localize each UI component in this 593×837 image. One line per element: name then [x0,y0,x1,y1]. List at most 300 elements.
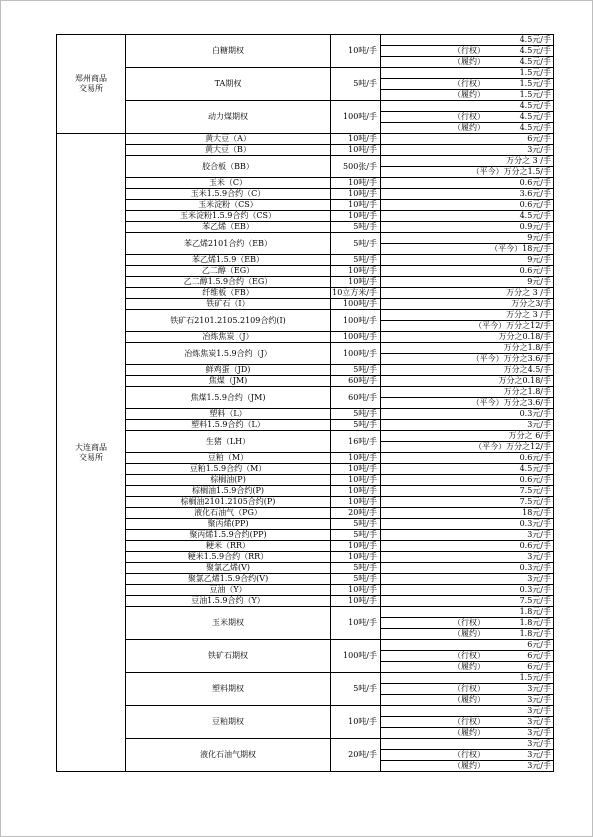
fee-amount: 4.5元/手 [519,35,551,44]
product-name: 鲜鸡蛋（JD) [126,365,331,376]
product-name: 玉米1.5.9合约（C） [126,189,331,200]
fee-line [381,431,553,441]
fee-line [381,134,553,144]
fee-cell [381,189,554,200]
fee-tag: （行权） [453,79,485,88]
fee-cell [381,244,554,255]
table-row [57,310,554,321]
fee-amount: 6元/手 [527,134,551,143]
table-row [57,530,554,541]
table-row [57,68,554,79]
contract-unit: 10吨/手 [331,497,381,508]
fee-amount: 4.5元/手 [519,101,551,110]
fee-line [381,761,553,771]
fee-line [381,728,553,738]
fee-amount: 3元/手 [527,552,551,561]
contract-unit: 10吨/手 [331,453,381,464]
table-row [57,255,554,266]
fee-amount: 3.6元/手 [519,189,551,198]
fee-cell [381,101,554,112]
fee-tag: （行权） [453,46,485,55]
table-row [57,552,554,563]
table-row [57,387,554,398]
contract-unit: 5吨/手 [331,574,381,585]
fee-amount: 4.5元/手 [519,464,551,473]
fee-cell [381,365,554,376]
fee-cell [381,145,554,156]
contract-unit: 10吨/手 [331,189,381,200]
fee-cell [381,255,554,266]
fee-amount: （平今）万分之3.6/手 [471,398,551,407]
product-name: 豆油（Y） [126,585,331,596]
fee-line [381,717,553,727]
contract-unit: 100吨/手 [331,310,381,332]
fee-line [381,321,553,331]
fee-tag: （行权） [453,618,485,627]
product-name: 豆粕（M） [126,453,331,464]
product-name: 焦煤1.5.9合约（JM) [126,387,331,409]
product-name: 聚氯乙烯1.5.9合约(V) [126,574,331,585]
fee-cell [381,596,554,607]
contract-unit: 100吨/手 [331,101,381,134]
fee-amount: 3元/手 [527,706,551,715]
table-row [57,101,554,112]
fee-line [381,530,553,540]
fee-cell [381,508,554,519]
contract-unit: 10吨/手 [331,134,381,145]
fee-line [381,398,553,408]
fee-line [381,123,553,133]
fee-line [381,112,553,122]
fee-cell [381,46,554,57]
fee-amount: （平今）万分之3.6/手 [471,354,551,363]
fee-cell [381,167,554,178]
fee-amount: 6元/手 [527,640,551,649]
fee-tag: （行权） [453,112,485,121]
table-row [57,145,554,156]
fee-line [381,442,553,452]
fee-amount: 1.8元/手 [519,629,551,638]
fee-cell [381,673,554,684]
contract-unit: 5吨/手 [331,222,381,233]
fee-line [381,607,553,617]
fee-amount: 万分之0.18/手 [498,376,551,385]
table-row [57,409,554,420]
contract-unit: 10吨/手 [331,486,381,497]
product-name: 乙二醇（EG） [126,266,331,277]
contract-unit: 5吨/手 [331,530,381,541]
fee-line [381,343,553,353]
fee-amount: 7.5元/手 [519,596,551,605]
fee-line [381,299,553,309]
table-row [57,541,554,552]
fee-line [381,497,553,507]
fee-line [381,486,553,496]
fee-amount: 1.8元/手 [519,618,551,627]
fee-cell [381,640,554,651]
fee-cell [381,277,554,288]
fee-cell [381,68,554,79]
fee-line [381,244,553,254]
fee-cell [381,90,554,101]
fee-line [381,277,553,287]
fee-line [381,211,553,221]
fee-amount: 3元/手 [527,145,551,154]
product-name: 纤维板（FB） [126,288,331,299]
fee-cell [381,739,554,750]
fee-amount: （平今）万分之1.5/手 [471,167,551,176]
fee-amount: 3元/手 [527,695,551,704]
fee-amount: 0.6元/手 [519,200,551,209]
fee-line [381,739,553,749]
fee-amount: 4.5元/手 [519,123,551,132]
fee-line [381,101,553,111]
fee-amount: 4.5元/手 [519,112,551,121]
fee-amount: 1.8元/手 [519,607,551,616]
fee-amount: 3元/手 [527,574,551,583]
table-row [57,607,554,618]
fee-amount: 3元/手 [527,728,551,737]
fee-amount: 万分之 3 /手 [506,288,551,297]
fee-amount: 万分之1.8/手 [503,387,551,396]
contract-unit: 10吨/手 [331,35,381,68]
fee-line [381,464,553,474]
fee-cell [381,662,554,673]
product-name: 棕榈油1.5.9合约(P) [126,486,331,497]
fee-amount: 18元/手 [522,508,551,517]
product-name: 粳米1.5.9合约（RR） [126,552,331,563]
fee-cell [381,453,554,464]
contract-unit: 20吨/手 [331,508,381,519]
product-name: 聚丙烯(PP) [126,519,331,530]
fee-amount: 1.5元/手 [519,90,551,99]
fee-line [381,662,553,672]
fee-cell [381,387,554,398]
product-name: 豆粕1.5.9合约（M） [126,464,331,475]
fee-amount: 4.5元/手 [519,57,551,66]
contract-unit: 5吨/手 [331,563,381,574]
fee-cell [381,464,554,475]
contract-unit: 5吨/手 [331,409,381,420]
product-name: 乙二醇1.5.9合约（EG） [126,277,331,288]
fee-cell [381,750,554,761]
fee-tag: （行权） [453,651,485,660]
product-name: 白糖期权 [126,35,331,68]
product-name: 玉米期权 [126,607,331,640]
exchange-cell: 大连商品 交易所 [57,134,126,772]
fee-cell [381,211,554,222]
product-name: 焦煤（JM) [126,376,331,387]
fee-cell [381,398,554,409]
fee-cell [381,134,554,145]
fee-cell [381,79,554,90]
product-name: 聚丙烯1.5.9合约(PP) [126,530,331,541]
table-row [57,640,554,651]
fee-line [381,145,553,155]
fee-line [381,409,553,419]
fee-cell [381,57,554,68]
table-row [57,156,554,167]
product-name: 冶炼焦炭1.5.9合约（J） [126,343,331,365]
contract-unit: 60吨/手 [331,387,381,409]
fee-line [381,475,553,485]
fee-cell [381,200,554,211]
fee-amount: 0.6元/手 [519,266,551,275]
fee-line [381,750,553,760]
table-row [57,574,554,585]
fee-amount: 4.5元/手 [519,211,551,220]
fee-tag: （履约） [453,57,485,66]
fee-line [381,46,553,56]
fee-tag: （履约） [453,90,485,99]
fee-amount: 万分之 6/手 [508,431,551,440]
table-row [57,508,554,519]
exchange-cell: 郑州商品 交易所 [57,35,126,134]
fee-cell [381,299,554,310]
table-row [57,673,554,684]
fee-cell [381,607,554,618]
table-row [57,431,554,442]
table-row [57,475,554,486]
fee-cell [381,486,554,497]
table-row [57,706,554,717]
product-name: 铁矿石期权 [126,640,331,673]
product-name: TA期权 [126,68,331,101]
fee-cell [381,541,554,552]
table-row [57,365,554,376]
fee-line [381,376,553,386]
fee-cell [381,530,554,541]
contract-unit: 10吨/手 [331,475,381,486]
fee-tag: （履约） [453,761,485,770]
fee-line [381,695,553,705]
contract-unit: 5吨/手 [331,420,381,431]
contract-unit: 10吨/手 [331,585,381,596]
contract-unit: 16吨/手 [331,431,381,453]
fee-tag: （行权） [453,717,485,726]
fee-line [381,596,553,606]
product-name: 玉米淀粉（CS） [126,200,331,211]
contract-unit: 60吨/手 [331,376,381,387]
product-name: 聚氯乙烯(V) [126,563,331,574]
contract-unit: 5吨/手 [331,673,381,706]
table-row [57,35,554,46]
table-row [57,134,554,145]
fee-cell [381,332,554,343]
fee-amount: 万分之 3 /手 [506,156,551,165]
fee-cell [381,420,554,431]
fee-amount: 6元/手 [527,662,551,671]
fee-cell [381,585,554,596]
table-row [57,497,554,508]
fee-amount: （平今）18元/手 [490,244,551,253]
product-name: 黄大豆（B） [126,145,331,156]
contract-unit: 10吨/手 [331,211,381,222]
fee-line [381,354,553,364]
table-row [57,332,554,343]
fee-cell [381,475,554,486]
fee-line [381,178,553,188]
fee-tag: （履约） [453,123,485,132]
fee-amount: 0.3元/手 [519,409,551,418]
fee-line [381,79,553,89]
contract-unit: 10吨/手 [331,541,381,552]
product-name: 胶合板（BB） [126,156,331,178]
fee-amount: 0.9元/手 [519,222,551,231]
fee-cell [381,35,554,46]
fee-cell [381,288,554,299]
fee-line [381,310,553,320]
fee-amount: 3元/手 [527,530,551,539]
fee-cell [381,409,554,420]
table-row [57,563,554,574]
contract-unit: 100吨/手 [331,343,381,365]
fee-line [381,552,553,562]
product-name: 苯乙烯1.5.9（EB） [126,255,331,266]
contract-unit: 5吨/手 [331,233,381,255]
table-row [57,739,554,750]
fee-line [381,332,553,342]
table-row [57,277,554,288]
contract-unit: 10吨/手 [331,200,381,211]
product-name: 液化石油气（PG） [126,508,331,519]
fee-line [381,200,553,210]
fee-line [381,618,553,628]
fee-line [381,365,553,375]
product-name: 塑料（L） [126,409,331,420]
product-name: 棕榈油(P) [126,475,331,486]
product-name: 生猪（LH） [126,431,331,453]
fee-amount: 1.5元/手 [519,79,551,88]
fee-amount: 万分之0.18/手 [498,332,551,341]
contract-unit: 10吨/手 [331,277,381,288]
fee-line [381,629,553,639]
fee-cell [381,123,554,134]
fee-cell [381,519,554,530]
fee-tag: （履约） [453,629,485,638]
fee-line [381,706,553,716]
product-name: 液化石油气期权 [126,739,331,772]
contract-unit: 100吨/手 [331,332,381,343]
fee-line [381,453,553,463]
fee-cell [381,651,554,662]
product-name: 铁矿石（I） [126,299,331,310]
fee-tag: （行权） [453,684,485,693]
fee-cell [381,310,554,321]
fee-amount: （平今）万分之12/手 [474,442,551,451]
fee-cell [381,695,554,706]
fee-cell [381,156,554,167]
table-row [57,299,554,310]
fee-cell [381,618,554,629]
fee-cell [381,574,554,585]
table-row [57,343,554,354]
contract-unit: 5吨/手 [331,365,381,376]
fee-amount: 9元/手 [527,277,551,286]
product-name: 苯乙烯2101合约（EB） [126,233,331,255]
product-name: 冶炼焦炭（J） [126,332,331,343]
contract-unit: 10吨/手 [331,607,381,640]
table-row [57,233,554,244]
fee-cell [381,178,554,189]
fee-amount: 4.5元/手 [519,46,551,55]
table-row [57,222,554,233]
fee-line [381,387,553,397]
fee-cell [381,266,554,277]
fee-cell [381,706,554,717]
fee-line [381,541,553,551]
table-row [57,585,554,596]
fee-line [381,57,553,67]
fee-amount: 万分之3/手 [511,299,551,308]
contract-unit: 10吨/手 [331,266,381,277]
fee-amount: 3元/手 [527,750,551,759]
fee-line [381,189,553,199]
fee-cell [381,728,554,739]
fee-line [381,167,553,177]
fee-amount: 万分之1.8/手 [503,343,551,352]
fee-cell [381,442,554,453]
table-row [57,288,554,299]
fee-amount: （平今）万分之12/手 [474,321,551,330]
table-row [57,453,554,464]
fee-cell [381,684,554,695]
contract-unit: 100吨/手 [331,299,381,310]
table-row [57,189,554,200]
fee-line [381,508,553,518]
contract-unit: 20吨/手 [331,739,381,772]
fee-amount: 0.6元/手 [519,475,551,484]
fee-amount: 0.6元/手 [519,178,551,187]
fee-line [381,574,553,584]
fee-line [381,288,553,298]
product-name: 动力煤期权 [126,101,331,134]
fee-line [381,673,553,683]
fee-cell [381,233,554,244]
fee-cell [381,222,554,233]
fee-amount: 1.5元/手 [519,68,551,77]
fee-line [381,90,553,100]
fee-amount: 万分之 3 /手 [506,310,551,319]
fee-line [381,585,553,595]
fee-cell [381,376,554,387]
fee-line [381,420,553,430]
fee-amount: 3元/手 [527,684,551,693]
table-row [57,486,554,497]
fee-table-body [57,35,554,772]
fee-line [381,651,553,661]
fee-line [381,255,553,265]
fee-amount: 0.3元/手 [519,519,551,528]
fee-line [381,640,553,650]
fee-amount: 9元/手 [527,255,551,264]
fee-amount: 6元/手 [527,651,551,660]
fee-cell [381,563,554,574]
fee-amount: 9元/手 [527,233,551,242]
contract-unit: 10吨/手 [331,596,381,607]
contract-unit: 100吨/手 [331,640,381,673]
contract-unit: 5吨/手 [331,68,381,101]
fee-line [381,233,553,243]
fee-tag: （履约） [453,728,485,737]
product-name: 玉米淀粉1.5.9合约（CS） [126,211,331,222]
fee-cell [381,112,554,123]
fee-line [381,222,553,232]
fee-cell [381,343,554,354]
table-row [57,178,554,189]
product-name: 铁矿石2101.2105.2109合约(I) [126,310,331,332]
fee-amount: 0.3元/手 [519,585,551,594]
